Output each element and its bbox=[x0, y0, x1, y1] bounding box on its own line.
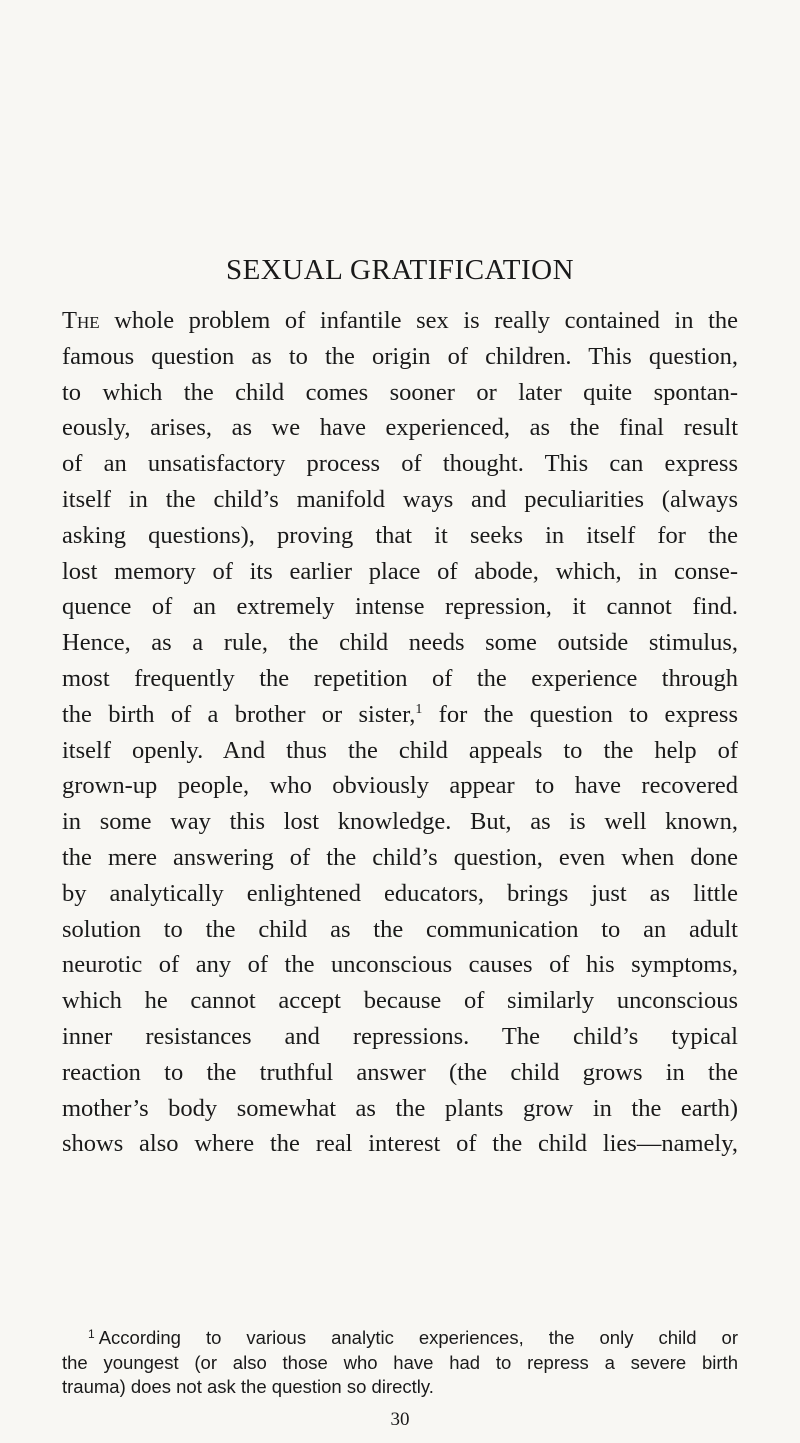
body-line-text: the birth of a brother or sister, bbox=[62, 700, 416, 728]
body-line: the mere answering of the child’s question, even when done bbox=[62, 843, 738, 871]
body-line: itself openly. And thus the child appeals to the help of bbox=[62, 736, 738, 764]
footnote-marker: 1 bbox=[88, 1327, 95, 1341]
body-line bbox=[62, 697, 738, 733]
body-line: lost memory of its earlier place of abode, which, in conse- bbox=[62, 557, 738, 585]
body-line: grown-up people, who obviously appear to have recovered bbox=[62, 772, 738, 800]
footnote-line: the youngest (or also those who have had to repress a severe birth bbox=[62, 1351, 738, 1373]
footnote bbox=[62, 1326, 738, 1400]
footnote-line: trauma) does not ask the question so directly. bbox=[62, 1376, 434, 1397]
body-line: neurotic of any of the unconscious causes of his symptoms, bbox=[62, 951, 738, 979]
body-line: to which the child comes sooner or later quite spontan- bbox=[62, 378, 738, 406]
page-number: 30 bbox=[390, 1409, 410, 1430]
body-line: quence of an extremely intense repression, it cannot find. bbox=[62, 593, 738, 621]
body-line: mother’s body somewhat as the plants grow in the earth) bbox=[62, 1094, 738, 1122]
body-line-text: whole problem of infantile sex is really contained in the bbox=[99, 307, 738, 334]
body-line: shows also where the real interest of the child lies—namely, bbox=[62, 1130, 738, 1158]
body-line-text: for the question to express bbox=[422, 700, 738, 728]
chapter-title: SEXUAL GRATIFICATION bbox=[225, 254, 575, 286]
body-line: itself in the child’s manifold ways and peculiarities (always bbox=[62, 485, 738, 513]
body-line: most frequently the repetition of the experience through bbox=[62, 664, 738, 692]
footnote-line bbox=[62, 1326, 738, 1351]
body-line: of an unsatisfactory process of thought. This can express bbox=[62, 450, 738, 478]
body-paragraph bbox=[62, 303, 738, 1162]
body-line: reaction to the truthful answer (the child grows in the bbox=[62, 1058, 738, 1086]
body-line: solution to the child as the communication to an adult bbox=[62, 915, 738, 943]
body-line: Hence, as a rule, the child needs some outside stimulus, bbox=[62, 629, 738, 657]
body-line: eously, arises, as we have experienced, as the final result bbox=[62, 414, 738, 442]
body-line bbox=[62, 303, 738, 339]
body-line: by analytically enlightened educators, brings just as little bbox=[62, 879, 738, 907]
drop-word: The bbox=[62, 307, 100, 334]
body-line: in some way this lost knowledge. But, as is well known, bbox=[62, 808, 738, 836]
body-line: which he cannot accept because of similarly unconscious bbox=[62, 987, 738, 1015]
body-line: famous question as to the origin of children. This question, bbox=[62, 342, 738, 370]
body-line: asking questions), proving that it seeks in itself for the bbox=[62, 521, 738, 549]
footnote-line-text: According to various analytic experiences, the only child or bbox=[98, 1327, 738, 1348]
footnote-reference[interactable]: 1 bbox=[415, 701, 423, 717]
body-line: inner resistances and repressions. The child’s typical bbox=[62, 1022, 738, 1050]
